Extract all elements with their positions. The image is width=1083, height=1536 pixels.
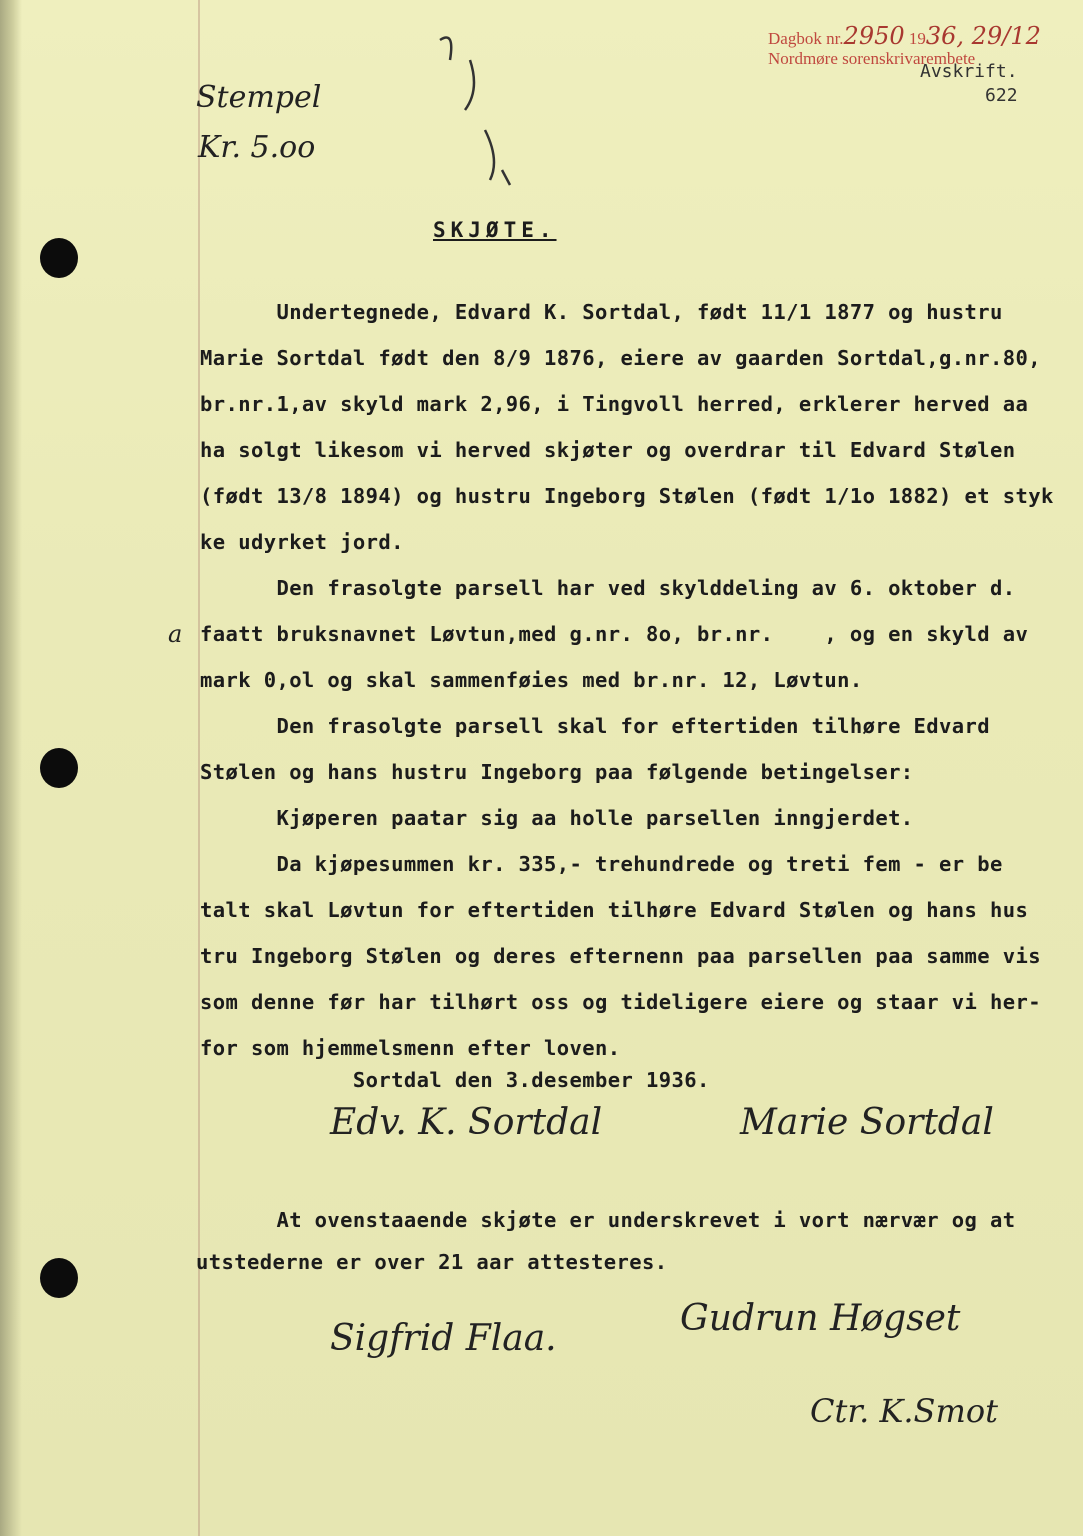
place-date-line: Sortdal den 3.desember 1936. (200, 1068, 710, 1092)
stamp-office: Nordmøre sorenskrivarembete (768, 49, 976, 68)
body-line: Den frasolgte parsell skal for eftertiden tilhøre Edvard (200, 714, 991, 738)
handwritten-scribble (410, 30, 520, 190)
punch-hole-1 (40, 238, 78, 278)
signature-witness-1: Sigfrid Flaa. (330, 1318, 557, 1359)
attestation-line-2: utstederne er over 21 aar attesteres. (196, 1250, 668, 1274)
body-line: (født 13/8 1894) og hustru Ingeborg Stølen (født 1/1o 1882) et styk (200, 484, 1054, 508)
body-line: tru Ingeborg Stølen og deres efternenn paa parsellen paa samme vis (200, 944, 1041, 968)
body-line: Kjøperen paatar sig aa holle parsellen inngjerdet. (200, 806, 914, 830)
stamp-prefix: Dagbok nr. (768, 29, 844, 48)
copy-label: Avskrift. (920, 61, 1018, 82)
body-line: talt skal Løvtun for eftertiden tilhøre Edvard Stølen og hans hus (200, 898, 1029, 922)
signature-witness-2: Gudrun Høgset (680, 1298, 961, 1339)
copy-block (920, 60, 1018, 108)
body-line: for som hjemmelsmenn efter loven. (200, 1036, 621, 1060)
signature-seller-1: Edv. K. Sortdal (330, 1102, 603, 1143)
attestation-line-1: At ovenstaaende skjøte er underskrevet i vort nærvær og at (200, 1208, 1016, 1232)
body-line: ke udyrket jord. (200, 530, 404, 554)
body-line: Da kjøpesummen kr. 335,- trehundrede og treti fem - er be (200, 852, 1003, 876)
stamp-number: 2950 (843, 22, 905, 50)
page-number: 622 (985, 85, 1018, 106)
stamp-duty-line-2: Kr. 5.oo (198, 130, 316, 165)
stamp-duty-line-1: Stempel (196, 80, 322, 115)
body-line: mark 0,ol og skal sammenføies med br.nr. 12, Løvtun. (200, 668, 863, 692)
margin-mark: a (168, 620, 183, 648)
body-line: faatt bruksnavnet Løvtun,med g.nr. 8o, br.nr. , og en skyld av (200, 622, 1029, 646)
body-line: Marie Sortdal født den 8/9 1876, eiere av gaarden Sortdal,g.nr.80, (200, 346, 1041, 370)
stamp-year-hand: 36, 29/12 (925, 22, 1041, 50)
body-line: ha solgt likesom vi herved skjøter og overdrar til Edvard Stølen (200, 438, 1016, 462)
punch-hole-3 (40, 1258, 78, 1298)
scan-edge-shadow (0, 0, 22, 1536)
body-line: som denne før har tilhørt oss og tideligere eiere og staar vi her- (200, 990, 1041, 1014)
initials-signature: Ctr. K.Smot (810, 1392, 998, 1430)
punch-hole-2 (40, 748, 78, 788)
body-line: Undertegnede, Edvard K. Sortdal, født 11/1 1877 og hustru (200, 300, 1003, 324)
page-title: SKJØTE. (433, 218, 557, 242)
body-line: Stølen og hans hustru Ingeborg paa følgende betingelser: (200, 760, 914, 784)
signature-seller-2: Marie Sortdal (740, 1102, 994, 1143)
body-line: Den frasolgte parsell har ved skylddeling av 6. oktober d. (200, 576, 1016, 600)
stamp-year-prefix: 19 (908, 29, 926, 48)
body-line: br.nr.1,av skyld mark 2,96, i Tingvoll herred, erklerer herved aa (200, 392, 1029, 416)
